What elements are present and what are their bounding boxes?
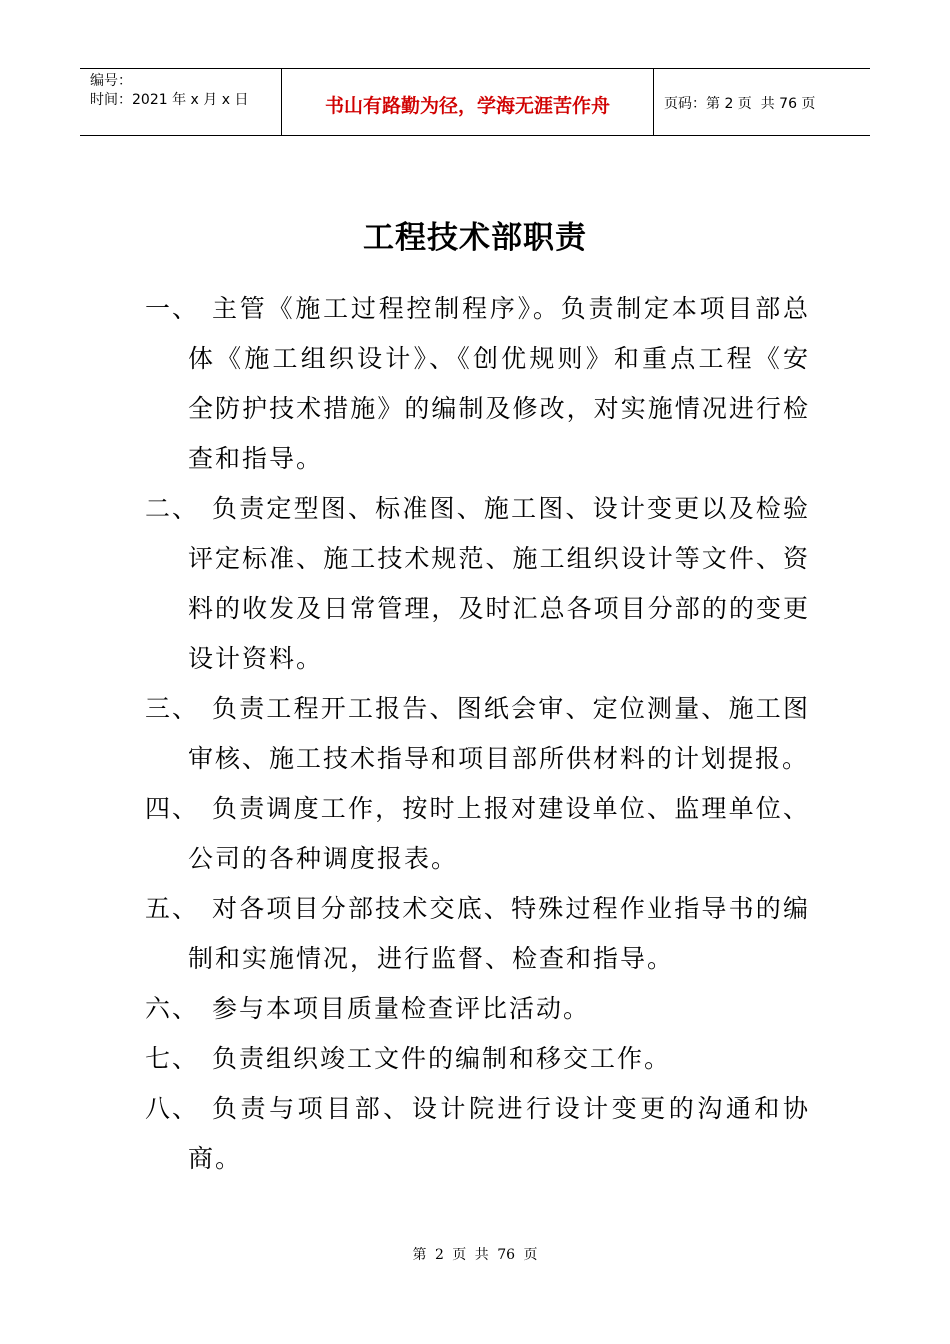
item-number: 二、 (145, 494, 200, 523)
item-number: 八、 (145, 1094, 200, 1123)
page-info-text: 页码：第 2 页 共 76 页 (664, 96, 816, 112)
item-text: 负责工程开工报告、图纸会审、定位测量、施工图审核、施工技术指导和项目部所供材料的计划提报。 (188, 694, 810, 773)
item-number: 六、 (145, 994, 200, 1023)
list-item (145, 984, 810, 1034)
list-item (145, 284, 810, 484)
header-meta (80, 69, 282, 135)
header-motto: 书山有路勤为径，学海无涯苦作舟 (282, 69, 654, 135)
item-text: 主管《施工过程控制程序》。负责制定本项目部总体《施工组织设计》、《创优规则》和重点工程《安全防护技术措施》的编制及修改，对实施情况进行检查和指导。 (188, 294, 810, 473)
item-text: 参与本项目质量检查评比活动。 (212, 994, 591, 1023)
item-number: 一、 (145, 294, 200, 323)
item-text: 对各项目分部技术交底、特殊过程作业指导书的编制和实施情况，进行监督、检查和指导。 (188, 894, 810, 973)
list-item (145, 1084, 810, 1184)
document-number-label: 编号： (90, 73, 132, 89)
page-footer: 第 2 页 共 76 页 (412, 1247, 538, 1263)
list-item (145, 684, 810, 784)
item-number: 四、 (145, 794, 200, 823)
item-number: 七、 (145, 1044, 200, 1073)
list-item (145, 784, 810, 884)
list-item (145, 484, 810, 684)
duty-list (145, 284, 810, 1184)
item-text: 负责调度工作，按时上报对建设单位、监理单位、公司的各种调度报表。 (188, 794, 810, 873)
list-item (145, 884, 810, 984)
list-item (145, 1034, 810, 1084)
item-text: 负责与项目部、设计院进行设计变更的沟通和协商。 (188, 1094, 810, 1173)
header-table (80, 68, 870, 136)
page-title: 工程技术部职责 (363, 220, 587, 256)
document-date: 时间：2021 年 x 月 x 日 (90, 92, 249, 108)
header-page-info (654, 69, 870, 135)
item-number: 五、 (145, 894, 200, 923)
item-number: 三、 (145, 694, 200, 723)
item-text: 负责定型图、标准图、施工图、设计变更以及检验评定标准、施工技术规范、施工组织设计等文件、资料的收发及日常管理，及时汇总各项目分部的的变更设计资料。 (188, 494, 810, 673)
item-text: 负责组织竣工文件的编制和移交工作。 (212, 1044, 672, 1073)
